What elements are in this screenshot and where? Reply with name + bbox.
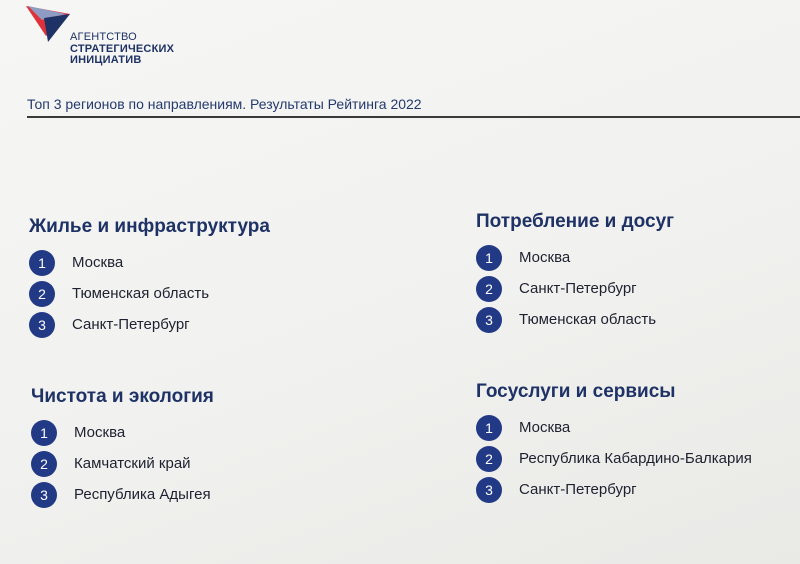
rank-badge: 2 (31, 451, 57, 477)
page-headline: Топ 3 регионов по направлениям. Результаты Рейтинга 2022 (27, 96, 422, 112)
rank-badge: 2 (29, 281, 55, 307)
region-name: Москва (74, 424, 126, 441)
category-title: Чистота и экология (31, 386, 214, 407)
region-name: Республика Адыгея (74, 486, 211, 503)
rank-badge: 1 (476, 245, 502, 271)
region-name: Москва (519, 249, 571, 266)
ranking-item (31, 448, 214, 479)
ranking-item (476, 242, 674, 273)
ranking-item (476, 273, 674, 304)
ranking-item (31, 417, 214, 448)
rank-badge: 1 (476, 415, 502, 441)
asi-logo-mark-icon (26, 6, 72, 44)
rank-badge: 3 (476, 477, 502, 503)
region-name: Санкт-Петербург (519, 280, 637, 297)
ranking-item (31, 479, 214, 510)
logo-line-2: СТРАТЕГИЧЕСКИХ (70, 42, 175, 55)
category-housing (29, 216, 270, 340)
ranking-item (476, 412, 752, 443)
rank-badge: 2 (476, 276, 502, 302)
rank-badge: 3 (476, 307, 502, 333)
ranking-item (476, 304, 674, 335)
region-name: Тюменская область (519, 311, 657, 328)
region-name: Санкт-Петербург (519, 481, 637, 498)
asi-logo (26, 6, 226, 76)
ranking-item (29, 309, 270, 340)
rank-badge: 1 (29, 250, 55, 276)
region-name: Москва (72, 254, 124, 271)
rank-badge: 1 (31, 420, 57, 446)
category-title: Госуслуги и сервисы (476, 381, 676, 402)
ranking-item (29, 278, 270, 309)
rank-badge: 2 (476, 446, 502, 472)
category-title: Потребление и досуг (476, 211, 675, 232)
region-name: Санкт-Петербург (72, 316, 190, 333)
ranking-item (29, 247, 270, 278)
category-title: Жилье и инфраструктура (29, 216, 270, 237)
category-consumption (476, 211, 674, 335)
headline-divider (27, 116, 800, 118)
region-name: Республика Кабардино-Балкария (519, 450, 752, 467)
rank-badge: 3 (31, 482, 57, 508)
category-public-services (476, 381, 752, 505)
logo-line-1: АГЕНТСТВО (70, 31, 137, 43)
rank-badge: 3 (29, 312, 55, 338)
ranking-item (476, 443, 752, 474)
category-ecology (31, 386, 214, 510)
region-name: Камчатский край (74, 455, 191, 472)
logo-text (70, 32, 174, 67)
region-name: Москва (519, 419, 571, 436)
ranking-item (476, 474, 752, 505)
logo-line-3: ИНИЦИАТИВ (70, 54, 142, 66)
region-name: Тюменская область (72, 285, 210, 302)
